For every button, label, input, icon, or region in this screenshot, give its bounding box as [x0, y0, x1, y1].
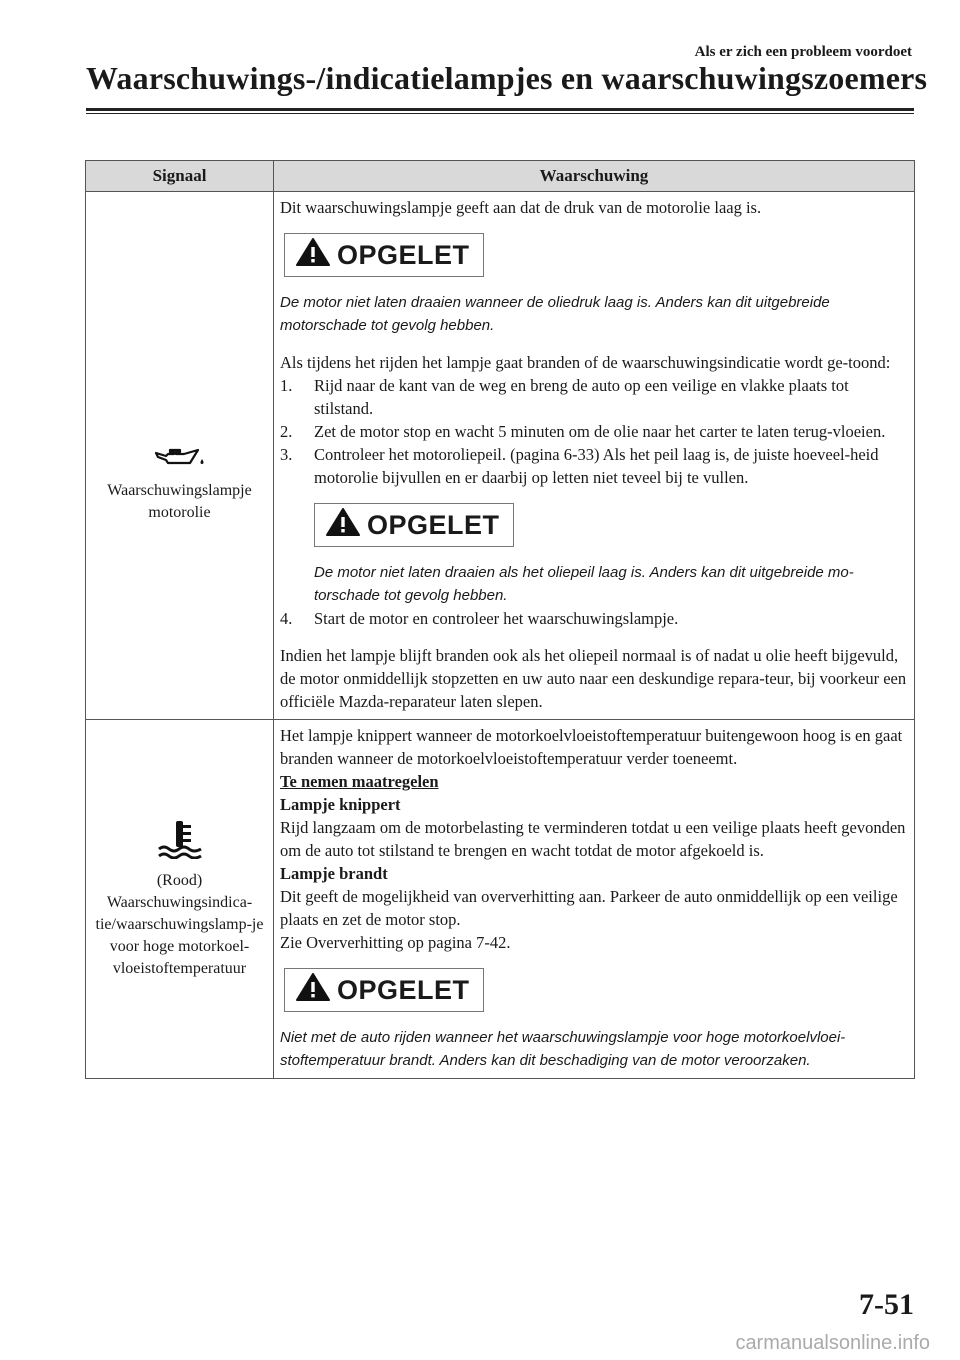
blink-heading: Lampje knippert — [280, 795, 401, 814]
step-number: 1. — [280, 376, 293, 395]
coolant-temperature-icon — [157, 819, 203, 866]
warning-lead: Als tijdens het rijden het lampje gaat branden of de waarschuwingsindicatie wordt ge-toond: — [280, 353, 891, 372]
oil-can-icon — [154, 447, 206, 478]
caution-text: Niet met de auto rijden wanneer het waarschuwingslampje voor hoge motorkoelvloei-stoftemperatuur brandt. Anders kan dit beschadiging van de motor veroorzaken. — [280, 1029, 846, 1069]
title-rule-thin — [86, 113, 914, 114]
table-row — [86, 192, 915, 720]
warning-outro: Indien het lampje blijft branden ook als het oliepeil normaal is of nadat u olie heeft bijgevuld, de motor onmiddellijk stopzetten en uw auto naar een deskundige repara-teur, bij voorkeur een officiële Mazda-reparateur laten slepen. — [280, 646, 907, 711]
table-row — [86, 720, 915, 1079]
steps-list — [280, 374, 910, 489]
warning-triangle-icon — [295, 237, 331, 273]
page-number: 7-51 — [859, 1288, 914, 1321]
step-caution — [280, 503, 910, 607]
warning-cell — [274, 192, 915, 720]
step-number: 4. — [280, 609, 293, 628]
signal-cell — [86, 720, 274, 1079]
caution-box — [284, 233, 484, 277]
blink-text: Rijd langzaam om de motorbelasting te verminderen totdat u een veilige plaats heeft gevonden om de auto tot stilstand te brengen en wacht totdat de motor afgekoeld is. — [280, 818, 906, 860]
steps-list — [280, 607, 910, 630]
title-rule — [86, 108, 914, 111]
step-text: Rijd naar de kant van de weg en breng de auto op een veilige en vlakke plaats tot stilstand. — [314, 376, 849, 418]
step-number: 3. — [280, 445, 293, 464]
warning-triangle-icon — [325, 507, 361, 543]
warning-table — [85, 160, 915, 1079]
caution-label: OPGELET — [337, 239, 470, 270]
table-header-row — [86, 161, 915, 192]
caution-label: OPGELET — [337, 974, 470, 1005]
step-number: 2. — [280, 422, 293, 441]
list-item — [280, 374, 910, 420]
step-text: Start de motor en controleer het waarschuwingslampje. — [314, 609, 679, 628]
step-text: Zet de motor stop en wacht 5 minuten om de olie naar het carter te laten terug-vloeien. — [314, 422, 886, 441]
caution-label: OPGELET — [367, 509, 500, 540]
warning-intro: Het lampje knippert wanneer de motorkoelvloeistoftemperatuur buitengewoon hoog is en gaat branden wanneer de motorkoelvloeistoftemperatuur verder toeneemt. — [280, 726, 903, 768]
section-heading: Als er zich een probleem voordoet — [694, 44, 912, 60]
signal-color: (Rood) — [156, 871, 203, 889]
warning-intro: Dit waarschuwingslampje geeft aan dat de druk van de motorolie laag is. — [280, 198, 762, 217]
step-text: Controleer het motoroliepeil. (pagina 6-33) Als het peil laag is, de juiste hoeveel-heid motorolie bijvullen en er daarbij op letten niet teveel bij te vullen. — [314, 445, 879, 487]
column-header-warning: Waarschuwing — [274, 161, 915, 192]
caution-text: De motor niet laten draaien als het oliepeil laag is. Anders kan dit uitgebreide mo-torschade tot gevolg hebben. — [314, 564, 854, 604]
warning-triangle-icon — [295, 972, 331, 1008]
caution-text: De motor niet laten draaien wanneer de oliedruk laag is. Anders kan dit uitgebreide motorschade tot gevolg hebben. — [280, 294, 830, 334]
on-text: Dit geeft de mogelijkheid van oververhitting aan. Parkeer de auto onmiddellijk op een veilige plaats en zet de motor stop. — [280, 887, 898, 929]
watermark: carmanualsonline.info — [735, 1332, 930, 1354]
page-title: Waarschuwings-/indicatielampjes en waarschuwingszoemers — [86, 60, 928, 96]
list-item — [280, 607, 910, 630]
signal-name: Waarschuwingsindica-tie/waarschuwingslamp-je voor hoge motorkoel-vloeistoftemperatuur — [95, 893, 264, 977]
list-item — [280, 420, 910, 443]
warning-cell — [274, 720, 915, 1079]
on-heading: Lampje brandt — [280, 864, 388, 883]
signal-cell — [86, 192, 274, 720]
caution-box — [314, 503, 514, 547]
signal-name: Waarschuwingslampje motorolie — [107, 482, 252, 521]
see-also: Zie Oververhitting op pagina 7-42. — [280, 933, 511, 952]
measures-heading: Te nemen maatregelen — [280, 772, 439, 791]
list-item — [280, 443, 910, 489]
column-header-signal: Signaal — [86, 161, 274, 192]
caution-box — [284, 968, 484, 1012]
